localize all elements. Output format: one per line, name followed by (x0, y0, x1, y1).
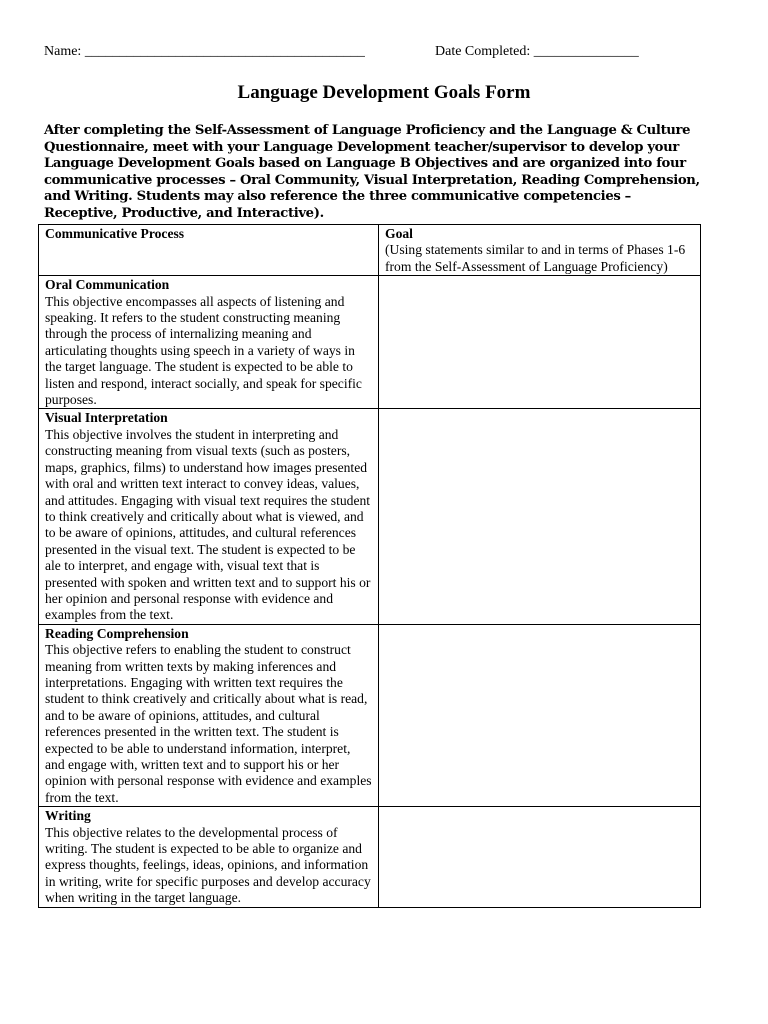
process-cell (39, 624, 379, 806)
table-row (39, 409, 701, 624)
process-description: This objective encompasses all aspects of listening and speaking. It refers to the student constructing meaning through the process of internalizing meaning and articulating thoughts using speech in a variety of ways in the target language. The student is expected to be able to listen and respond, interact socially, and speak for specific purposes. (45, 293, 362, 408)
process-header-cell (39, 225, 379, 276)
process-cell (39, 409, 379, 624)
goal-header-note: (Using statements similar to and in terms of Phases 1-6 from the Self-Assessment of Language Proficiency) (385, 242, 686, 274)
table-header-row (39, 225, 701, 276)
date-completed-field[interactable]: Date Completed: _______________ (435, 44, 639, 59)
table-row (39, 276, 701, 409)
name-field[interactable]: Name: ________________________________________ (44, 44, 365, 59)
process-heading: Writing (45, 808, 91, 824)
process-description: This objective refers to enabling the student to construct meaning from written texts by making inferences and interpretations. Engaging with written text requires the student to think creatively and critically about what is read, and to be aware of opinions, attitudes, and cultural references presented in the written text. The student is expected to be able to understand information, interpret, and engage with, written text and to support his or her opinion with personal response with evidence and examples from the text. (45, 642, 372, 805)
process-cell (39, 276, 379, 409)
process-header: Communicative Process (45, 226, 185, 241)
page-title: Language Development Goals Form (237, 82, 531, 103)
process-description: This objective relates to the developmental process of writing. The student is expected to be able to organize and express thoughts, feelings, ideas, opinions, and information in writing, write for specific purposes and develop accuracy when writing in the target language. (45, 824, 371, 906)
goal-cell[interactable] (379, 807, 701, 907)
table-row (39, 807, 701, 907)
process-heading: Reading Comprehension (45, 625, 189, 641)
goal-cell[interactable] (379, 409, 701, 624)
goals-table (38, 224, 701, 908)
goal-header: Goal (385, 226, 413, 241)
goal-header-cell (379, 225, 701, 276)
process-heading: Oral Communication (45, 277, 170, 293)
intro-paragraph: After completing the Self-Assessment of Language Proficiency and the Language & Culture Questionnaire, meet with your Language Development teacher/supervisor to develop your Language Development Goals based on Language B Objectives and are organized into four communicative processes – Oral Community, Visual Interpretation, Reading Comprehension, and Writing. Students may also reference the three communicative competencies – Receptive, Productive, and Interactive). (44, 123, 700, 221)
goal-cell[interactable] (379, 624, 701, 806)
process-description: This objective involves the student in interpreting and constructing meaning from visual texts (such as posters, maps, graphics, films) to understand how images presented with oral and written text interact to convey ideas, values, and attitudes. Engaging with visual text requires the student to think creatively and critically about what is viewed, and to be aware of opinions, attitudes, and cultural references presented in the visual text. The student is expected to be ale to interpret, and engage with, visual text that is presented with spoken and written text and to support his or her opinion and personal response with evidence and examples from the text. (45, 426, 371, 623)
goal-cell[interactable] (379, 276, 701, 409)
header-row (44, 44, 664, 66)
process-cell (39, 807, 379, 907)
process-heading: Visual Interpretation (45, 410, 168, 426)
table-row (39, 624, 701, 806)
